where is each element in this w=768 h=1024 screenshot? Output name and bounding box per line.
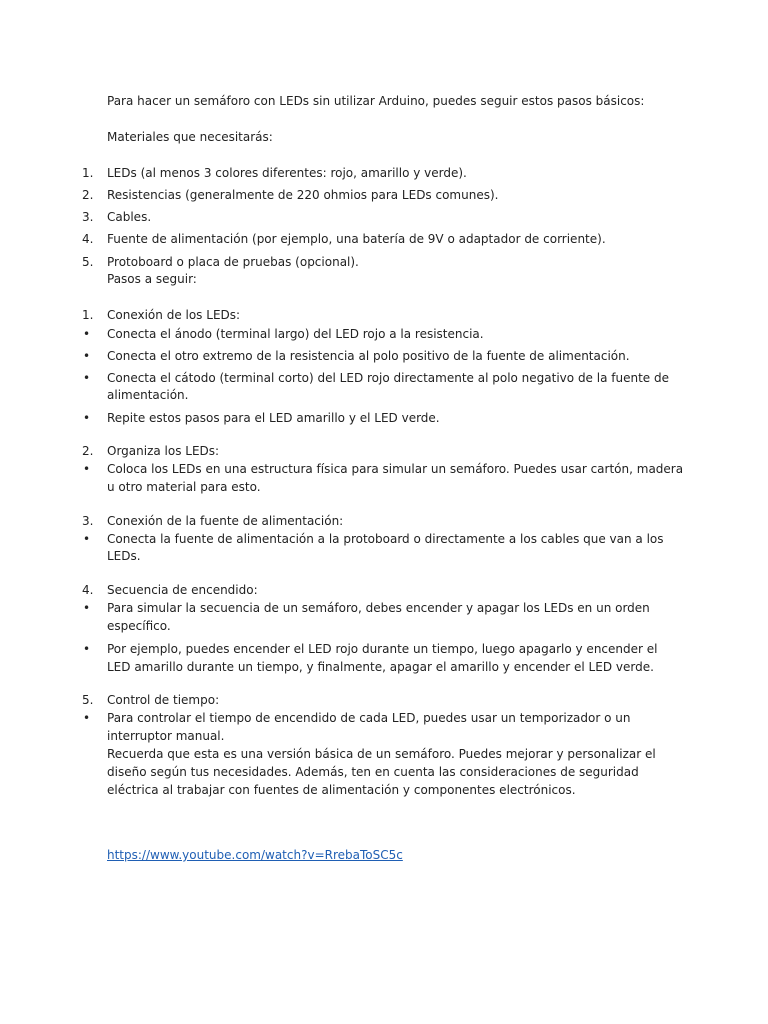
youtube-link[interactable]: https://www.youtube.com/watch?v=RrebaToSC5c [107, 848, 403, 862]
bullet-glyph: • [83, 642, 91, 656]
steps-heading: Pasos a seguir: [107, 272, 197, 286]
step-title: Organiza los LEDs: [107, 444, 220, 458]
step-bullet-text: Conecta la fuente de alimentación a la protoboard o directamente a los cables que van a los [107, 532, 664, 546]
materials-number: 5. [82, 255, 94, 269]
materials-number: 3. [82, 210, 94, 224]
step-bullet-text: Conecta el cátodo (terminal corto) del LED rojo directamente al polo negativo de la fuente de [107, 371, 669, 385]
step-bullet-text: LED amarillo durante un tiempo, y finalmente, apagar el amarillo y encender el LED verde. [107, 660, 654, 674]
bullet-glyph: • [83, 371, 91, 385]
bullet-glyph: • [83, 349, 91, 363]
materials-item: Resistencias (generalmente de 220 ohmios para LEDs comunes). [107, 188, 499, 202]
intro-text: Para hacer un semáforo con LEDs sin utilizar Arduino, puedes seguir estos pasos básicos: [107, 94, 645, 108]
closing-text: diseño según tus necesidades. Además, ten en cuenta las consideraciones de seguridad [107, 765, 639, 779]
step-bullet-text: alimentación. [107, 388, 189, 402]
step-bullet-text: Para simular la secuencia de un semáforo, debes encender y apagar los LEDs en un orden [107, 601, 650, 615]
step-bullet-text: LEDs. [107, 549, 141, 563]
bullet-glyph: • [83, 711, 91, 725]
materials-item: Cables. [107, 210, 152, 224]
step-bullet-text: Conecta el otro extremo de la resistencia al polo positivo de la fuente de alimentación. [107, 349, 630, 363]
bullet-glyph: • [83, 462, 91, 476]
step-number: 4. [82, 583, 94, 597]
materials-heading: Materiales que necesitarás: [107, 130, 273, 144]
step-bullet-text: Para controlar el tiempo de encendido de cada LED, puedes usar un temporizador o un [107, 711, 631, 725]
materials-item: Fuente de alimentación (por ejemplo, una batería de 9V o adaptador de corriente). [107, 232, 606, 246]
materials-item: LEDs (al menos 3 colores diferentes: rojo, amarillo y verde). [107, 166, 467, 180]
bullet-glyph: • [83, 327, 91, 341]
step-title: Control de tiempo: [107, 693, 220, 707]
materials-number: 2. [82, 188, 94, 202]
step-title: Secuencia de encendido: [107, 583, 258, 597]
step-number: 5. [82, 693, 94, 707]
step-bullet-text: Por ejemplo, puedes encender el LED rojo durante un tiempo, luego apagarlo y encender el [107, 642, 658, 656]
step-bullet-text: Conecta el ánodo (terminal largo) del LED rojo a la resistencia. [107, 327, 484, 341]
closing-text: Recuerda que esta es una versión básica de un semáforo. Puedes mejorar y personalizar el [107, 747, 656, 761]
step-bullet-text: interruptor manual. [107, 729, 225, 743]
step-number: 1. [82, 308, 94, 322]
materials-number: 4. [82, 232, 94, 246]
bullet-glyph: • [83, 532, 91, 546]
step-bullet-text: u otro material para esto. [107, 480, 261, 494]
step-number: 2. [82, 444, 94, 458]
step-bullet-text: Coloca los LEDs en una estructura física para simular un semáforo. Puedes usar cartón, madera [107, 462, 684, 476]
bullet-glyph: • [83, 601, 91, 615]
materials-item: Protoboard o placa de pruebas (opcional). [107, 255, 359, 269]
step-number: 3. [82, 514, 94, 528]
step-bullet-text: específico. [107, 619, 171, 633]
step-title: Conexión de los LEDs: [107, 308, 241, 322]
closing-text: eléctrica al trabajar con fuentes de alimentación y componentes electrónicos. [107, 783, 576, 797]
materials-number: 1. [82, 166, 94, 180]
step-bullet-text: Repite estos pasos para el LED amarillo y el LED verde. [107, 411, 440, 425]
bullet-glyph: • [83, 411, 91, 425]
step-title: Conexión de la fuente de alimentación: [107, 514, 344, 528]
